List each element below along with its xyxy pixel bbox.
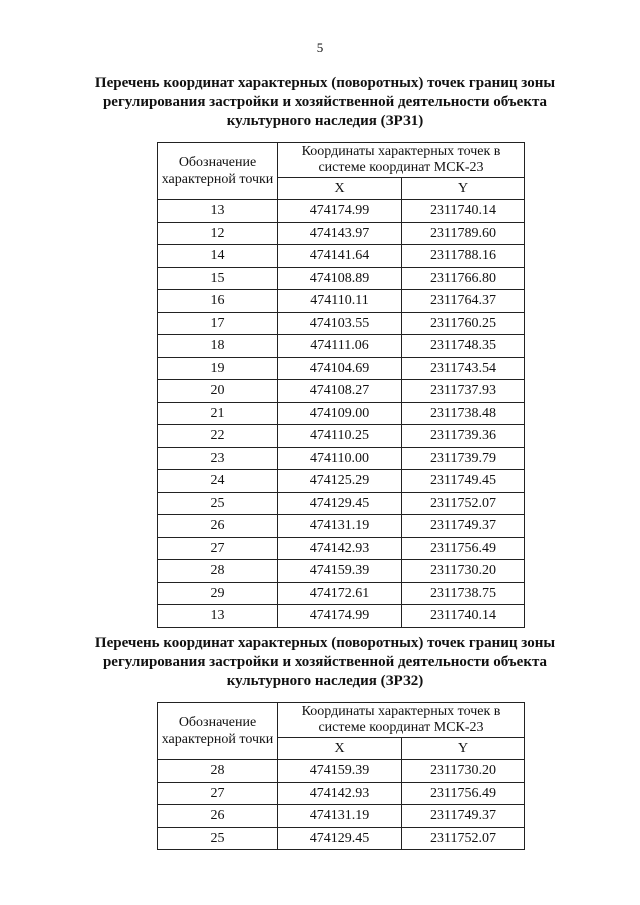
x-coordinate-cell: 474109.00 (278, 402, 402, 425)
header-y-label: Y (402, 738, 525, 760)
x-coordinate-cell: 474172.61 (278, 582, 402, 605)
x-coordinate-cell: 474159.39 (278, 760, 402, 783)
x-coordinate-cell: 474111.06 (278, 335, 402, 358)
table-row (158, 537, 525, 560)
x-coordinate-cell: 474108.89 (278, 267, 402, 290)
header-x-label: X (278, 738, 402, 760)
table-row (158, 402, 525, 425)
table-row (158, 245, 525, 268)
coordinates-table-zrz1 (157, 142, 525, 628)
point-cell: 26 (158, 515, 278, 538)
table-row (158, 380, 525, 403)
table-row (158, 222, 525, 245)
y-coordinate-cell: 2311752.07 (402, 492, 525, 515)
x-coordinate-cell: 474159.39 (278, 560, 402, 583)
point-cell: 16 (158, 290, 278, 313)
table-row (158, 827, 525, 850)
x-coordinate-cell: 474110.00 (278, 447, 402, 470)
y-coordinate-cell: 2311740.14 (402, 200, 525, 223)
point-cell: 29 (158, 582, 278, 605)
table-row (158, 492, 525, 515)
x-coordinate-cell: 474103.55 (278, 312, 402, 335)
x-coordinate-cell: 474143.97 (278, 222, 402, 245)
table-row (158, 582, 525, 605)
point-cell: 15 (158, 267, 278, 290)
x-coordinate-cell: 474125.29 (278, 470, 402, 493)
y-coordinate-cell: 2311739.79 (402, 447, 525, 470)
point-cell: 22 (158, 425, 278, 448)
coordinates-table-zrz2 (157, 702, 525, 850)
header-point-label: Обозначение характерной точки (158, 143, 278, 200)
point-cell: 18 (158, 335, 278, 358)
point-cell: 20 (158, 380, 278, 403)
page-number: 5 (316, 40, 324, 55)
table-row (158, 200, 525, 223)
header-coordinates-label: Координаты характерных точек в системе координат МСК-23 (278, 703, 525, 738)
table-row (158, 760, 525, 783)
table-row (158, 357, 525, 380)
header-point-label: Обозначение характерной точки (158, 703, 278, 760)
y-coordinate-cell: 2311739.36 (402, 425, 525, 448)
x-coordinate-cell: 474142.93 (278, 782, 402, 805)
table-row (158, 290, 525, 313)
table-row (158, 605, 525, 628)
section-title-zrz2: Перечень координат характерных (поворотных) точек границ зоны регулирования застройки и хозяйственной деятельности объекта культурного наследия (ЗРЗ2) (94, 635, 556, 689)
header-x-label: X (278, 178, 402, 200)
table-row (158, 560, 525, 583)
point-cell: 13 (158, 605, 278, 628)
point-cell: 25 (158, 827, 278, 850)
table-row (158, 805, 525, 828)
x-coordinate-cell: 474141.64 (278, 245, 402, 268)
point-cell: 17 (158, 312, 278, 335)
y-coordinate-cell: 2311748.35 (402, 335, 525, 358)
section-title-zrz1: Перечень координат характерных (поворотных) точек границ зоны регулирования застройки и хозяйственной деятельности объекта культурного наследия (ЗРЗ1) (94, 75, 556, 129)
point-cell: 21 (158, 402, 278, 425)
y-coordinate-cell: 2311743.54 (402, 357, 525, 380)
table-row (158, 447, 525, 470)
y-coordinate-cell: 2311764.37 (402, 290, 525, 313)
y-coordinate-cell: 2311752.07 (402, 827, 525, 850)
y-coordinate-cell: 2311738.48 (402, 402, 525, 425)
x-coordinate-cell: 474174.99 (278, 605, 402, 628)
point-cell: 24 (158, 470, 278, 493)
y-coordinate-cell: 2311760.25 (402, 312, 525, 335)
table-row (158, 782, 525, 805)
x-coordinate-cell: 474131.19 (278, 515, 402, 538)
x-coordinate-cell: 474110.11 (278, 290, 402, 313)
point-cell: 27 (158, 537, 278, 560)
point-cell: 28 (158, 760, 278, 783)
x-coordinate-cell: 474110.25 (278, 425, 402, 448)
table-row (158, 267, 525, 290)
y-coordinate-cell: 2311749.45 (402, 470, 525, 493)
y-coordinate-cell: 2311756.49 (402, 782, 525, 805)
table-row (158, 312, 525, 335)
y-coordinate-cell: 2311749.37 (402, 515, 525, 538)
point-cell: 23 (158, 447, 278, 470)
y-coordinate-cell: 2311749.37 (402, 805, 525, 828)
point-cell: 19 (158, 357, 278, 380)
y-coordinate-cell: 2311766.80 (402, 267, 525, 290)
x-coordinate-cell: 474129.45 (278, 492, 402, 515)
point-cell: 26 (158, 805, 278, 828)
table-row (158, 335, 525, 358)
y-coordinate-cell: 2311756.49 (402, 537, 525, 560)
point-cell: 12 (158, 222, 278, 245)
y-coordinate-cell: 2311737.93 (402, 380, 525, 403)
header-coordinates-label: Координаты характерных точек в системе координат МСК-23 (278, 143, 525, 178)
y-coordinate-cell: 2311730.20 (402, 760, 525, 783)
x-coordinate-cell: 474142.93 (278, 537, 402, 560)
header-y-label: Y (402, 178, 525, 200)
y-coordinate-cell: 2311788.16 (402, 245, 525, 268)
y-coordinate-cell: 2311789.60 (402, 222, 525, 245)
point-cell: 28 (158, 560, 278, 583)
x-coordinate-cell: 474131.19 (278, 805, 402, 828)
y-coordinate-cell: 2311730.20 (402, 560, 525, 583)
point-cell: 27 (158, 782, 278, 805)
point-cell: 13 (158, 200, 278, 223)
point-cell: 25 (158, 492, 278, 515)
y-coordinate-cell: 2311738.75 (402, 582, 525, 605)
table-row (158, 425, 525, 448)
point-cell: 14 (158, 245, 278, 268)
x-coordinate-cell: 474129.45 (278, 827, 402, 850)
x-coordinate-cell: 474174.99 (278, 200, 402, 223)
table-row (158, 515, 525, 538)
y-coordinate-cell: 2311740.14 (402, 605, 525, 628)
x-coordinate-cell: 474108.27 (278, 380, 402, 403)
x-coordinate-cell: 474104.69 (278, 357, 402, 380)
table-row (158, 470, 525, 493)
